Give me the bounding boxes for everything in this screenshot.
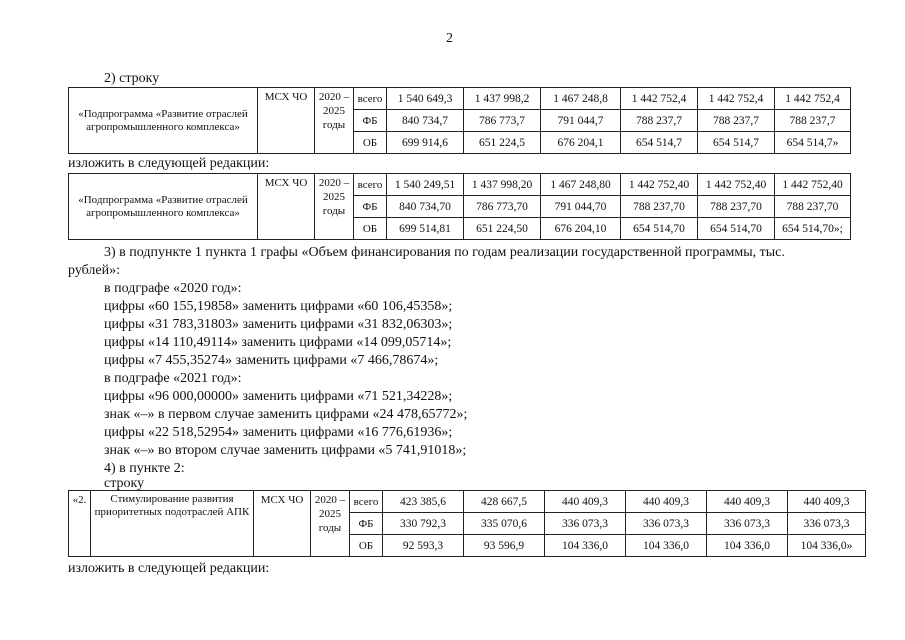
value-cell: 840 734,7 xyxy=(387,110,464,132)
value-cell: 699 914,6 xyxy=(387,132,464,154)
value-cell: 788 237,7 xyxy=(775,110,851,132)
value-cell: 788 237,70 xyxy=(621,196,698,218)
table-row xyxy=(69,88,851,110)
value-cell: 654 514,7» xyxy=(775,132,851,154)
value-cell: 336 073,3 xyxy=(545,513,626,535)
finance-table-old-subprogram xyxy=(68,87,851,154)
source-label: ФБ xyxy=(354,196,387,218)
text-line: цифры «96 000,00000» заменить цифрами «71 521,34228»; xyxy=(104,389,453,404)
text-line: цифры «14 110,49114» заменить цифрами «14 099,05714»; xyxy=(104,335,452,350)
responsible-org: МСХ ЧО xyxy=(258,88,315,154)
value-cell: 1 467 248,8 xyxy=(541,88,621,110)
table-row xyxy=(69,174,851,196)
value-cell: 791 044,7 xyxy=(541,110,621,132)
value-cell: 676 204,10 xyxy=(541,218,621,240)
source-label: ФБ xyxy=(350,513,383,535)
value-cell: 1 442 752,40 xyxy=(775,174,851,196)
finance-table-new-subprogram xyxy=(68,173,851,240)
measure-name: Стимулирование развития приоритетных подотраслей АПК xyxy=(91,491,254,557)
text-line: в подграфе «2021 год»: xyxy=(104,371,242,386)
value-cell: 104 336,0 xyxy=(707,535,788,557)
text-line: цифры «60 155,19858» заменить цифрами «60 106,45358»; xyxy=(104,299,453,314)
value-cell: 336 073,3 xyxy=(707,513,788,535)
value-cell: 788 237,7 xyxy=(698,110,775,132)
source-label: всего xyxy=(350,491,383,513)
source-label: ОБ xyxy=(354,218,387,240)
value-cell: 92 593,3 xyxy=(383,535,464,557)
item-number: «2. xyxy=(69,491,91,557)
value-cell: 440 409,3 xyxy=(788,491,866,513)
value-cell: 654 514,70 xyxy=(698,218,775,240)
value-cell: 104 336,0 xyxy=(545,535,626,557)
value-cell: 335 070,6 xyxy=(464,513,545,535)
source-label: ОБ xyxy=(350,535,383,557)
value-cell: 1 442 752,4 xyxy=(621,88,698,110)
page-number: 2 xyxy=(446,31,453,46)
value-cell: 788 237,7 xyxy=(621,110,698,132)
value-cell: 336 073,3 xyxy=(626,513,707,535)
responsible-org: МСХ ЧО xyxy=(254,491,311,557)
text-line: строку xyxy=(104,476,145,491)
period-cell: 2020 – 2025 годы xyxy=(311,491,350,557)
value-cell: 840 734,70 xyxy=(387,196,464,218)
value-cell: 428 667,5 xyxy=(464,491,545,513)
value-cell: 104 336,0 xyxy=(626,535,707,557)
finance-table-old-item2 xyxy=(68,490,866,557)
period-cell: 2020 – 2025 годы xyxy=(315,174,354,240)
value-cell: 1 437 998,20 xyxy=(464,174,541,196)
value-cell: 1 437 998,2 xyxy=(464,88,541,110)
value-cell: 1 442 752,4 xyxy=(698,88,775,110)
subprogram-name: «Подпрограмма «Развитие отраслей агропромышленного комплекса» xyxy=(69,88,258,154)
value-cell: 1 540 249,51 xyxy=(387,174,464,196)
restate-instruction: изложить в следующей редакции: xyxy=(68,561,270,576)
value-cell: 336 073,3 xyxy=(788,513,866,535)
value-cell: 676 204,1 xyxy=(541,132,621,154)
paragraph-3-line-1: 3) в подпункте 1 пункта 1 графы «Объем финансирования по годам реализации государственной программы, тыс. xyxy=(104,245,785,260)
text-line: в подграфе «2020 год»: xyxy=(104,281,242,296)
value-cell: 788 237,70 xyxy=(698,196,775,218)
text-line: цифры «31 783,31803» заменить цифрами «31 832,06303»; xyxy=(104,317,453,332)
value-cell: 330 792,3 xyxy=(383,513,464,535)
value-cell: 654 514,7 xyxy=(621,132,698,154)
item2-label: 2) строку xyxy=(104,71,160,86)
text-line: 4) в пункте 2: xyxy=(104,461,185,476)
source-label: ОБ xyxy=(354,132,387,154)
source-label: всего xyxy=(354,174,387,196)
value-cell: 440 409,3 xyxy=(707,491,788,513)
text-line: знак «–» в первом случае заменить цифрами «24 478,65772»; xyxy=(104,407,468,422)
value-cell: 1 442 752,40 xyxy=(698,174,775,196)
responsible-org: МСХ ЧО xyxy=(258,174,315,240)
restate-instruction: изложить в следующей редакции: xyxy=(68,156,270,171)
value-cell: 1 540 649,3 xyxy=(387,88,464,110)
value-cell: 651 224,50 xyxy=(464,218,541,240)
value-cell: 1 442 752,4 xyxy=(775,88,851,110)
value-cell: 1 467 248,80 xyxy=(541,174,621,196)
value-cell: 786 773,70 xyxy=(464,196,541,218)
value-cell: 654 514,70 xyxy=(621,218,698,240)
value-cell: 654 514,70»; xyxy=(775,218,851,240)
value-cell: 654 514,7 xyxy=(698,132,775,154)
text-line: цифры «7 455,35274» заменить цифрами «7 466,78674»; xyxy=(104,353,439,368)
value-cell: 440 409,3 xyxy=(545,491,626,513)
table-row xyxy=(69,491,866,513)
value-cell: 1 442 752,40 xyxy=(621,174,698,196)
text-line: знак «–» во втором случае заменить цифрами «5 741,91018»; xyxy=(104,443,467,458)
value-cell: 93 596,9 xyxy=(464,535,545,557)
value-cell: 788 237,70 xyxy=(775,196,851,218)
text-line: цифры «22 518,52954» заменить цифрами «16 776,61936»; xyxy=(104,425,453,440)
paragraph-3-line-2: рублей»: xyxy=(68,263,120,278)
value-cell: 104 336,0» xyxy=(788,535,866,557)
subprogram-name: «Подпрограмма «Развитие отраслей агропромышленного комплекса» xyxy=(69,174,258,240)
value-cell: 791 044,70 xyxy=(541,196,621,218)
source-label: всего xyxy=(354,88,387,110)
value-cell: 786 773,7 xyxy=(464,110,541,132)
value-cell: 423 385,6 xyxy=(383,491,464,513)
value-cell: 651 224,5 xyxy=(464,132,541,154)
period-cell: 2020 – 2025 годы xyxy=(315,88,354,154)
source-label: ФБ xyxy=(354,110,387,132)
value-cell: 699 514,81 xyxy=(387,218,464,240)
value-cell: 440 409,3 xyxy=(626,491,707,513)
